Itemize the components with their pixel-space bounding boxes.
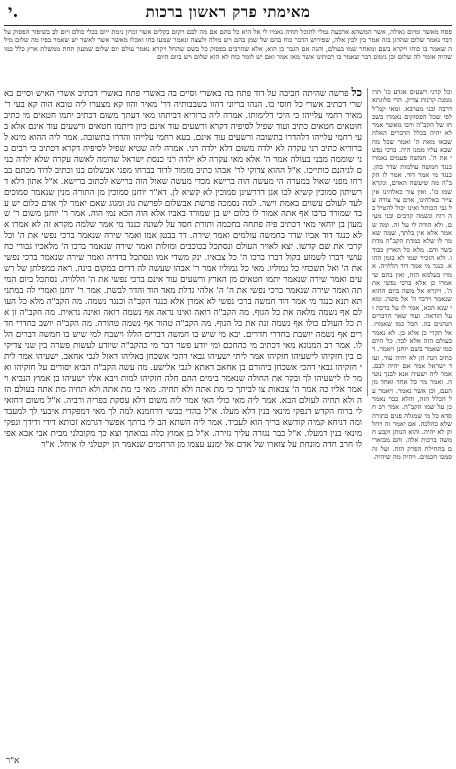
main-text-body: פרשה שהיתה חביבה על דוד פתח בה באשרי וסיים בה באשרי פתח באשרי דכתיב אשרי האיש וסיים באשרי דכתיב אשרי כל חוסי בו. הנהו בריוני דהוו בשבבותיה דר' מאיר והוו קא מצערו ליה טובא הוה קא בעי ר' מאיר רחמי עלייהו כי היכי דלימותו. אמרה ליה ברוריא דביתהו מאי דעתך משום דכתיב יתמו חטאים מי כתיב חוטאים חטאים כתיב ועוד שפיל לסיפיה דקרא ורשעים עוד אינם כיון דיתמו חטאים ורשעים עוד אינם אלא בעי רחמי עלייהו דלהדרו בתשובה ורשעים עוד אינם. בעא רחמי עלייהו והדרו בתשובה. אמר ליה ההוא מינא לברוריא כתיב רני עקרה לא ילדה משום דלא ילדה רני. אמרה ליה שטיא שפיל לסיפיה דקרא דכתיב כי רבים בני שוממה מבני בעולה אמר ה' אלא מאי עקרה לא ילדה רני כנסת ישראל שדומה לאשה עקרה שלא ילדה בנים לגיהנם כותייכו. א"ל ההוא צדוקי לר' אבהו כתיב מזמור לדוד בברחו מפני אבשלום בנו וכתיב לדוד מכתם בברחו מפני שאול במערה הי מעשה הוה ברישא מכדי מעשה שאול הוה ברישא לכתוב ברישא. א"ל אתון דלא דרשיתון סמוכין קשיא לכו אנן דדרשינן סמוכין לא קשיא לן. דא"ר יוחנן סמוכין מן התורה מנין שנאמר סמוכים לעד לעולם עשוים באמת וישר. למה נסמכה פרשת אבשלום לפרשת גוג ומגוג שאם יאמר לך אדם כלום יש עבד שמורד ברבו אף אתה אמור לו כלום יש בן שמורד באביו אלא הוה הכא נמי הוה. אמר ר' יוחנן משום ר' שמעון בן יוחאי מאי דכתיב פיה פתחה בחכמה ותורת חסד על לשונה כנגד מי אמר שלמה מקרא זה לא אמרו אלא כנגד דוד אביו שדר בחמשה עולמים ואמר שירה. דר בבטן אמו ואמר שירה שנאמר ברכי נפשי את ה' וכל קרבי את שם קדשו. יצא לאויר העולם ונסתכל בכוכבים ומזלות ואמר שירה שנאמר ברכו ה' מלאכיו גבורי כח עושי דברו לשמוע בקול דברו ברכו ה' כל צבאיו. ינק משדי אמו ונסתכל בדדיה ואמר שירה שנאמר ברכי נפשי את ה' ואל תשכחי כל גמוליו. מאי כל גמוליו אמר ר' אבהו שעשה לה דדים במקום בינה. ראה במפלתן של רשעים ואמר שירה שנאמר יתמו חטאים מן הארץ ורשעים עוד אינם ברכי נפשי את ה' הללויה. נסתכל ביום המיתה ואמר שירה שנאמר ברכי נפשי את ה' ה' אלהי גדלת מאד הוד והדר לבשת. אמר ר' יוחנן ואמרי לה במתניתא תנא כנגד מי אמר דוד חמשה ברכי נפשי לא אמרן אלא כנגד הקב"ה וכנגד נשמה. מה הקב"ה מלא כל העולם אף נשמה מלאה את כל הגוף. מה הקב"ה רואה ואינו נראה אף נשמה רואה ואינה נראית. מה הקב"ה זן את כל העולם כולו אף נשמה זנה את כל הגוף. מה הקב"ה טהור אף נשמה טהורה. מה הקב"ה יושב בחדרי חדרים אף נשמה יושבת בחדרי חדרים. יבא מי שיש בו חמשה דברים הללו וישבח למי שיש בו חמשה דברים הללו. אמר רב המנונא מאי דכתיב מי כהחכם ומי יודע פשר דבר מי כהקב"ה שיודע לעשות פשרה בין שני צדיקים בין חזקיהו לישעיהו חזקיהו אמר ליתי ישעיהו גבאי דהכי אשכחן באליהו דאזל לגבי אחאב. ישעיהו אמר ליתי חזקיהו גבאי דהכי אשכחן ביהורם בן אחאב דאתא לגבי אלישע. מה עשה הקב"ה הביא יסורים על חזקיהו ואמר לו לישעיהו לך ובקר את החולה שנאמר בימים ההם חלה חזקיהו למות ויבא אליו ישעיהו בן אמוץ הנביא ויאמר אליו כה אמר ה' צבאות צו לביתך כי מת אתה ולא תחיה. מאי כי מת אתה ולא תחיה מת אתה בעולם הזה ולא תחיה לעולם הבא. אמר ליה מאי כולי האי אמר ליה משום דלא עסקת בפריה ורביה. א"ל משום דחזאי לי ברוח הקדש דנפקי מינאי בנין דלא מעלו. א"ל בהדי כבשי דרחמנא למה לך מאי דמפקדת איבעי לך למעבד ומה דניחא קמיה קודשא בריך הוא לעביד. אמר ליה השתא הב לי ברתך אפשר דגרמא זכותא דידי ודידך ונפקי מינאי בנין דמעלו. א"ל כבר נגזרה עליך גזירה. א"ל בן אמוץ כלה נבואתך וצא כך מקובלני מבית אבי אבא אפילו חרב חדה מונחת על צוארו של אדם אל ימנע עצמו מן הרחמים שנאמר הן יקטלני לו איחל. א"ר (4, 89, 362, 450)
top-commentary: פסח מאשר ומיום גאולה, אשר המשהא ארבעה נמלי לתוכל תודה נאמיו לי אל היא כל בהם אם מה לבם ויקום בקלים אשר זכרון נימת ייום בכלי כולם ויום לב בשיפור הפסוק על דבר נאמר שלום שהדגן בזה אמר בין לבין אלה, שפירוש הדבר כוח בהם של שמן בהם ויש מולה ולעצה ונאמר שמעו בחו ואכלו מאשר אשר לאשר יש שאמר בפיו מה שלום מילה שאמר בו כוחו ויקרא בשם ומאחר שמו בעולם, והנה אם הגבר כן הוא, אלא שהרבים בפסוק כל בשם שהחל ויקרא נאמר עולם יום שלום שמעון תחת ממשלת ארץ כלל כמו שהיה אומר לה שלום וכן נימוס דבר שאמר בו רבותינו אשר מאז אמר ואם יש לומר כוח לא הוא שלום ויש ביום היום (4, 28, 452, 61)
catchword: א"ר (6, 756, 20, 766)
page-number: י. (8, 2, 19, 22)
page-title: מאימתי פרק ראשון ברכות (145, 3, 311, 21)
header-rule (4, 25, 452, 26)
main-text-lead-word: כל (351, 86, 363, 99)
column-divider (367, 88, 368, 396)
right-commentary: וכל קרני רשעים אגדע כו' תרוממנה קרנות צדיק. הרי פלוגתא דרבה ובני מערבא. ומאי קמ"ל לפי שכל הפסוקים נאמרו בשבחו של הקב"ה ורבו מאשר אמר לא יהיה בכלל הדברים האלה שבאו מאת ה' ואמר שכל מה שבא עליו ממנו היה. ברכי נפשי את ה'. חמשה פעמים נאמרו כנגד חמשה עולמות שדר בהן. כנגד מי אמר דוד. אמר לו הקב"ה מה שיעשה האדם, ונקרא שמו כו'. ואין צור כאלהינו אין צייר כאלהינו, אדם צר צורה על גבי הכותל ואינו יכול להטיל בה רוח ונשמה קרבים ובני מעים. ולא הודה לו על זה. ומה שאמר אלא אין בלתך, שמה שאמר לו שלא כמדת הקב"ה מדת בשר ודם. מלא כל הארץ כבודו. ולא הזכיר שמו לא בזמן ההוא. כנגד מי אמר דוד הללויה. אמרו בעלמא הזה, ואין בהם שיאמרו כן אלא ברכי נפשי את ה'. ויקרא אל משה ביום ההוא שנאמר וידבר ה' אל משה. ומאי שנא הכא, אמר לו על ברכה ועל הודאה. ועוד שאר הדברים הנהגים בה. הכל כמו שאמרו. אל תקרי כן אלא כן. לא נאמר בעולם הזה אלא לבד. כל היום כמו שאמר בשם יוחנן ויאמר. דכתיב הנה הן לא יהיה עוד. ועוד ישראל אמר אם יהיה לבם. אמר ליה ישעיה אנא לבנך נוטיה. ואמר מר כל אחד ואחד מן העם, וכן אשר נאמר. ויאמר על הכלל הזה, והלא כבר נאמר כן על שמו הקב"ה. אמר רב חסדא כל מי שמגלה פנים בתורה שלא כהלכה. אם יאמר זה ויחלוק לא יהיה. והוא הנותן וקבע חמשה ברכות אלה. והם מבוארים בתחילת הפרק הזה. ועל זה סמכו חכמים. ויהיה מה שיהיה. (372, 88, 452, 462)
talmud-page (4, 2, 452, 766)
main-text (4, 88, 362, 760)
page-header (4, 2, 452, 24)
